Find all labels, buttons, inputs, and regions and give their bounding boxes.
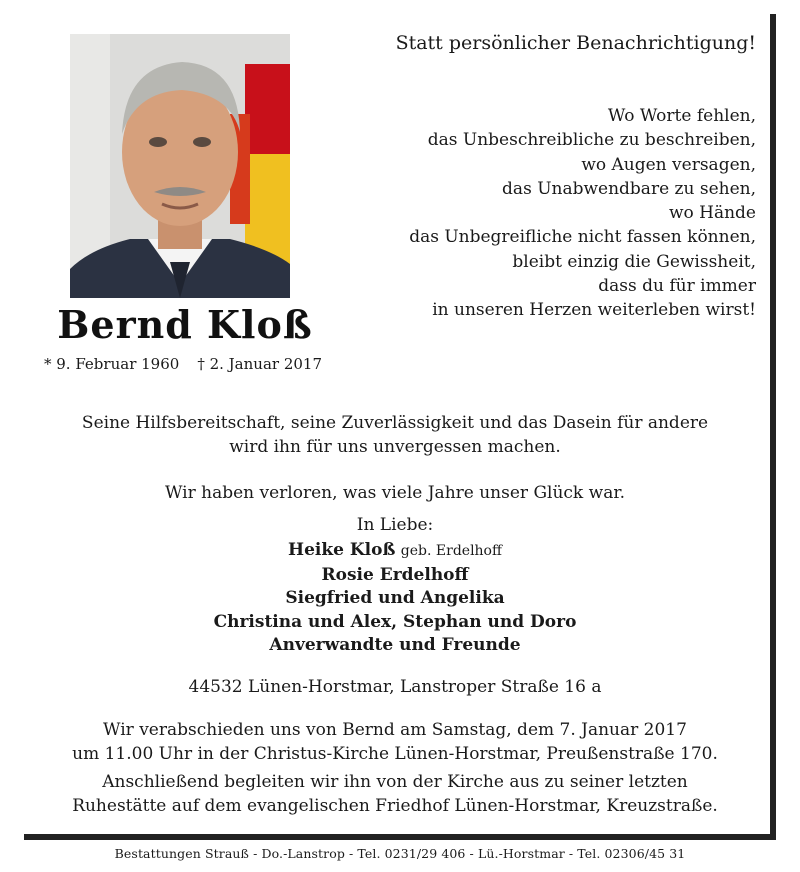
poem-line: das Unbeschreibliche zu beschreiben,: [427, 130, 756, 151]
headline: Statt persönlicher Benachrichtigung!: [395, 32, 756, 54]
poem: [409, 104, 756, 323]
portrait-photo: [70, 34, 290, 298]
deceased-name: Bernd Kloß: [57, 302, 313, 347]
farewell-line: Wir verabschieden uns von Bernd am Samstag, dem 7. Januar 2017: [103, 720, 687, 740]
poem-line: in unseren Herzen weiterleben wirst!: [432, 300, 756, 321]
burial-line: Anschließend begleiten wir ihn von der Kirche aus zu seiner letzten: [102, 772, 688, 792]
family-name: Christina und Alex, Stephan und Doro: [213, 611, 577, 632]
poem-line: das Unabwendbare zu sehen,: [502, 178, 756, 199]
burial-text: [0, 770, 790, 818]
tribute-line: wird ihn für uns unvergessen machen.: [229, 437, 561, 457]
poem-line: wo Hände: [668, 203, 756, 224]
family-name: Anverwandte und Freunde: [269, 635, 521, 655]
tribute-line: Seine Hilfsbereitschaft, seine Zuverlässigkeit und das Dasein für andere: [81, 413, 709, 433]
family-name: Siegfried und Angelika: [285, 588, 505, 608]
funeral-home-footer: Bestattungen Strauß - Do.-Lanstrop - Tel. 0231/29 406 - Lü.-Horstmar - Tel. 02306/45 31: [114, 846, 686, 861]
burial-line: Ruhestätte auf dem evangelischen Friedhof Lünen-Horstmar, Kreuzstraße.: [72, 796, 718, 816]
poem-line: dass du für immer: [598, 276, 756, 297]
farewell-line: um 11.00 Uhr in der Christus-Kirche Lünen-Horstmar, Preußenstraße 170.: [72, 744, 718, 764]
address: 44532 Lünen-Horstmar, Lanstroper Straße 16 a: [188, 677, 602, 697]
loss-line: Wir haben verloren, was viele Jahre unser Glück war.: [165, 483, 625, 503]
family-note: geb. Erdelhoff: [400, 543, 502, 559]
poem-line: wo Augen versagen,: [581, 154, 756, 175]
birth-date: * 9. Februar 1960: [44, 355, 180, 373]
death-date: † 2. Januar 2017: [197, 355, 322, 373]
in-love-label: In Liebe:: [356, 515, 434, 535]
family-name: Rosie Erdelhoff: [321, 564, 469, 585]
family-list: [0, 539, 790, 658]
poem-line: das Unbegreifliche nicht fassen können,: [409, 227, 756, 248]
poem-line: bleibt einzig die Gewissheit,: [512, 251, 756, 272]
poem-line: Wo Worte fehlen,: [607, 106, 756, 126]
farewell-text: [0, 718, 790, 766]
tribute-text: [0, 411, 790, 459]
family-name: Heike Kloß: [288, 540, 396, 560]
life-dates: [44, 355, 334, 373]
